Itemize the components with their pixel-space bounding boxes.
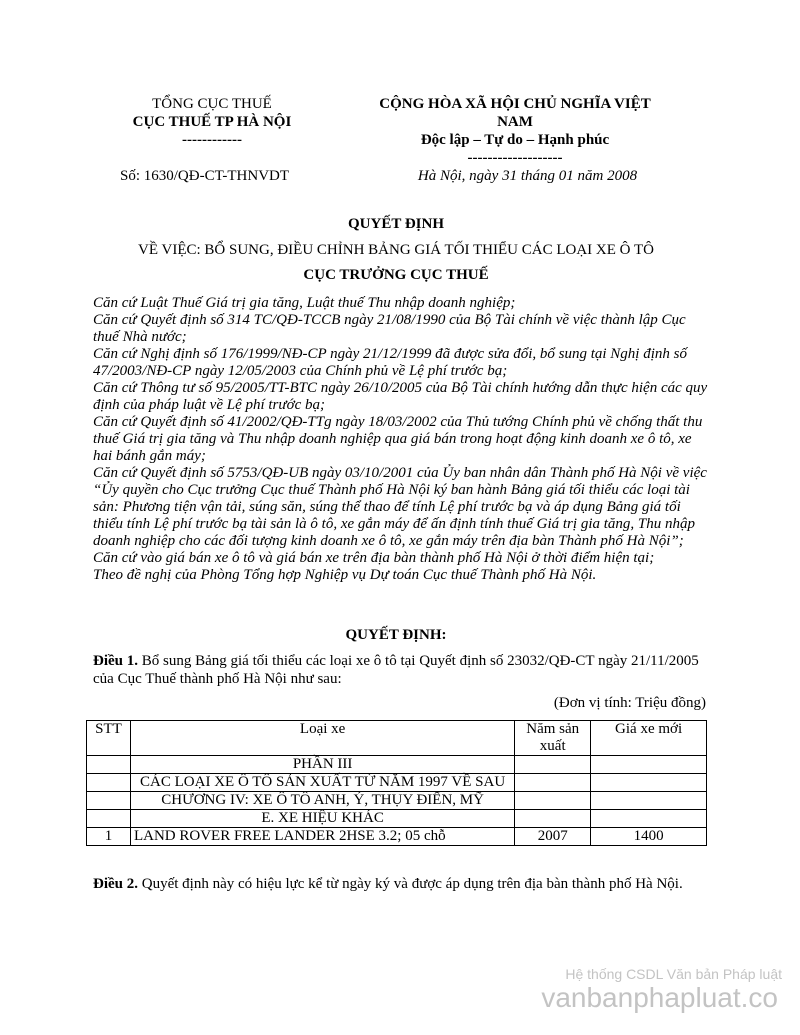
issuing-agency-block xyxy=(112,95,312,149)
header-stt: STT xyxy=(87,721,131,756)
section-label: E. XE HIỆU KHÁC xyxy=(130,810,514,828)
decision-heading: QUYẾT ĐỊNH: xyxy=(345,627,447,643)
table-row xyxy=(87,828,707,846)
price-table xyxy=(86,720,707,846)
article-1-label: Điều 1. xyxy=(93,653,138,669)
row-stt: 1 xyxy=(87,828,131,846)
nation-line-2: NAM xyxy=(497,114,533,130)
header-vehicle-type: Loại xe xyxy=(130,721,514,756)
agency-parent: TỔNG CỤC THUẾ xyxy=(152,96,272,112)
issuing-authority: CỤC TRƯỞNG CỤC THUẾ xyxy=(303,267,489,283)
basis-item: Căn cứ Luật Thuế Giá trị gia tăng, Luật thuế Thu nhập doanh nghiệp; xyxy=(93,295,516,311)
agency-rule: ------------ xyxy=(182,132,242,148)
article-1 xyxy=(93,652,713,688)
header-price: Giá xe mới xyxy=(591,721,707,756)
basis-item: Căn cứ vào giá bán xe ô tô và giá bán xe trên địa bàn thành phố Hà Nội ở thời điểm hiện tại; xyxy=(93,550,655,566)
document-subject: VỀ VIỆC: BỔ SUNG, ĐIỀU CHỈNH BẢNG GIÁ TỐI THIỂU CÁC LOẠI XE Ô TÔ xyxy=(138,242,654,258)
motto-rule: ------------------- xyxy=(467,150,563,166)
row-year: 2007 xyxy=(515,828,591,846)
agency-name: CỤC THUẾ TP HÀ NỘI xyxy=(132,114,292,130)
section-label: CÁC LOẠI XE Ô TÔ SẢN XUẤT TỪ NĂM 1997 VỀ SAU xyxy=(130,774,514,792)
legal-basis xyxy=(93,295,713,584)
section-label: CHƯƠNG IV: XE Ô TÔ ANH, Ý, THỤY ĐIỂN, MỸ xyxy=(130,792,514,810)
article-1-text: Bổ sung Bảng giá tối thiểu các loại xe ô tô tại Quyết định số 23032/QĐ-CT ngày 21/11/2005 của Cục Thuế thành phố Hà Nội như sau: xyxy=(93,653,699,687)
basis-item: Căn cứ Nghị định số 176/1999/NĐ-CP ngày 21/12/1999 đã được sửa đổi, bổ sung tại Nghị định số 47/2003/NĐ-CP ngày 12/05/2003 của Chính phủ về Lệ phí trước bạ; xyxy=(93,346,687,379)
watermark-site: vanbanphapluat.co xyxy=(541,982,778,1013)
unit-note: (Đơn vị tính: Triệu đồng) xyxy=(553,695,706,711)
section-label: PHẦN III xyxy=(130,756,514,774)
basis-item: Căn cứ Quyết định số 41/2002/QĐ-TTg ngày 18/03/2002 của Thủ tướng Chính phủ về chống thất thu thuế Giá trị gia tăng và Thu nhập doanh nghiệp qua giá bán trong hoạt động kinh doanh xe ô tô, xe hai bánh gắn máy; xyxy=(93,414,703,464)
table-row xyxy=(87,756,707,774)
document-title: QUYẾT ĐỊNH xyxy=(348,216,444,232)
row-vehicle-type: LAND ROVER FREE LANDER 2HSE 3.2; 05 chỗ xyxy=(130,828,514,846)
place-date: Hà Nội, ngày 31 tháng 01 năm 2008 xyxy=(417,168,638,184)
nation-line-1: CỘNG HÒA XÃ HỘI CHỦ NGHĨA VIỆT xyxy=(379,96,651,112)
motto: Độc lập – Tự do – Hạnh phúc xyxy=(420,132,610,148)
header-year: Năm sản xuất xyxy=(515,721,591,756)
basis-item: Theo đề nghị của Phòng Tổng hợp Nghiệp vụ Dự toán Cục thuế Thành phố Hà Nội. xyxy=(93,567,597,583)
watermark-caption: Hệ thống CSDL Văn bản Pháp luật xyxy=(565,966,782,982)
table-row xyxy=(87,810,707,828)
nation-block xyxy=(340,95,690,167)
basis-item: Căn cứ Thông tư số 95/2005/TT-BTC ngày 26/10/2005 của Bộ Tài chính hướng dẫn thực hiện các quy định của pháp luật về Lệ phí trước bạ; xyxy=(93,380,708,413)
article-2-text: Quyết định này có hiệu lực kể từ ngày ký và được áp dụng trên địa bàn thành phố Hà Nội. xyxy=(138,876,683,892)
table-row xyxy=(87,792,707,810)
article-2-label: Điều 2. xyxy=(93,876,138,892)
article-2 xyxy=(93,875,713,893)
table-header-row xyxy=(87,721,707,756)
document-number: Số: 1630/QĐ-CT-THNVDT xyxy=(120,168,290,184)
table-row xyxy=(87,774,707,792)
basis-item: Căn cứ Quyết định số 5753/QĐ-UB ngày 03/10/2001 của Ủy ban nhân dân Thành phố Hà Nội về việc “Ủy quyền cho Cục trưởng Cục thuế Thành phố Hà Nội ký ban hành Bảng giá tối thiểu các loại tài sản: Phương tiện vận tải, súng săn, súng thể thao để tính Lệ phí trước bạ và áp dụng Bảng giá tối thiểu tính Lệ phí trước bạ tài sản là ô tô, xe gắn máy để ấn định tính thuế Giá trị gia tăng, Thu nhập doanh nghiệp cho các đối tượng kinh doanh xe ô tô, xe gắn máy trên địa bàn Thành phố Hà Nội”; xyxy=(93,465,707,549)
basis-item: Căn cứ Quyết định số 314 TC/QĐ-TCCB ngày 21/08/1990 của Bộ Tài chính về việc thành lập Cục thuế Nhà nước; xyxy=(93,312,686,345)
row-price: 1400 xyxy=(591,828,707,846)
